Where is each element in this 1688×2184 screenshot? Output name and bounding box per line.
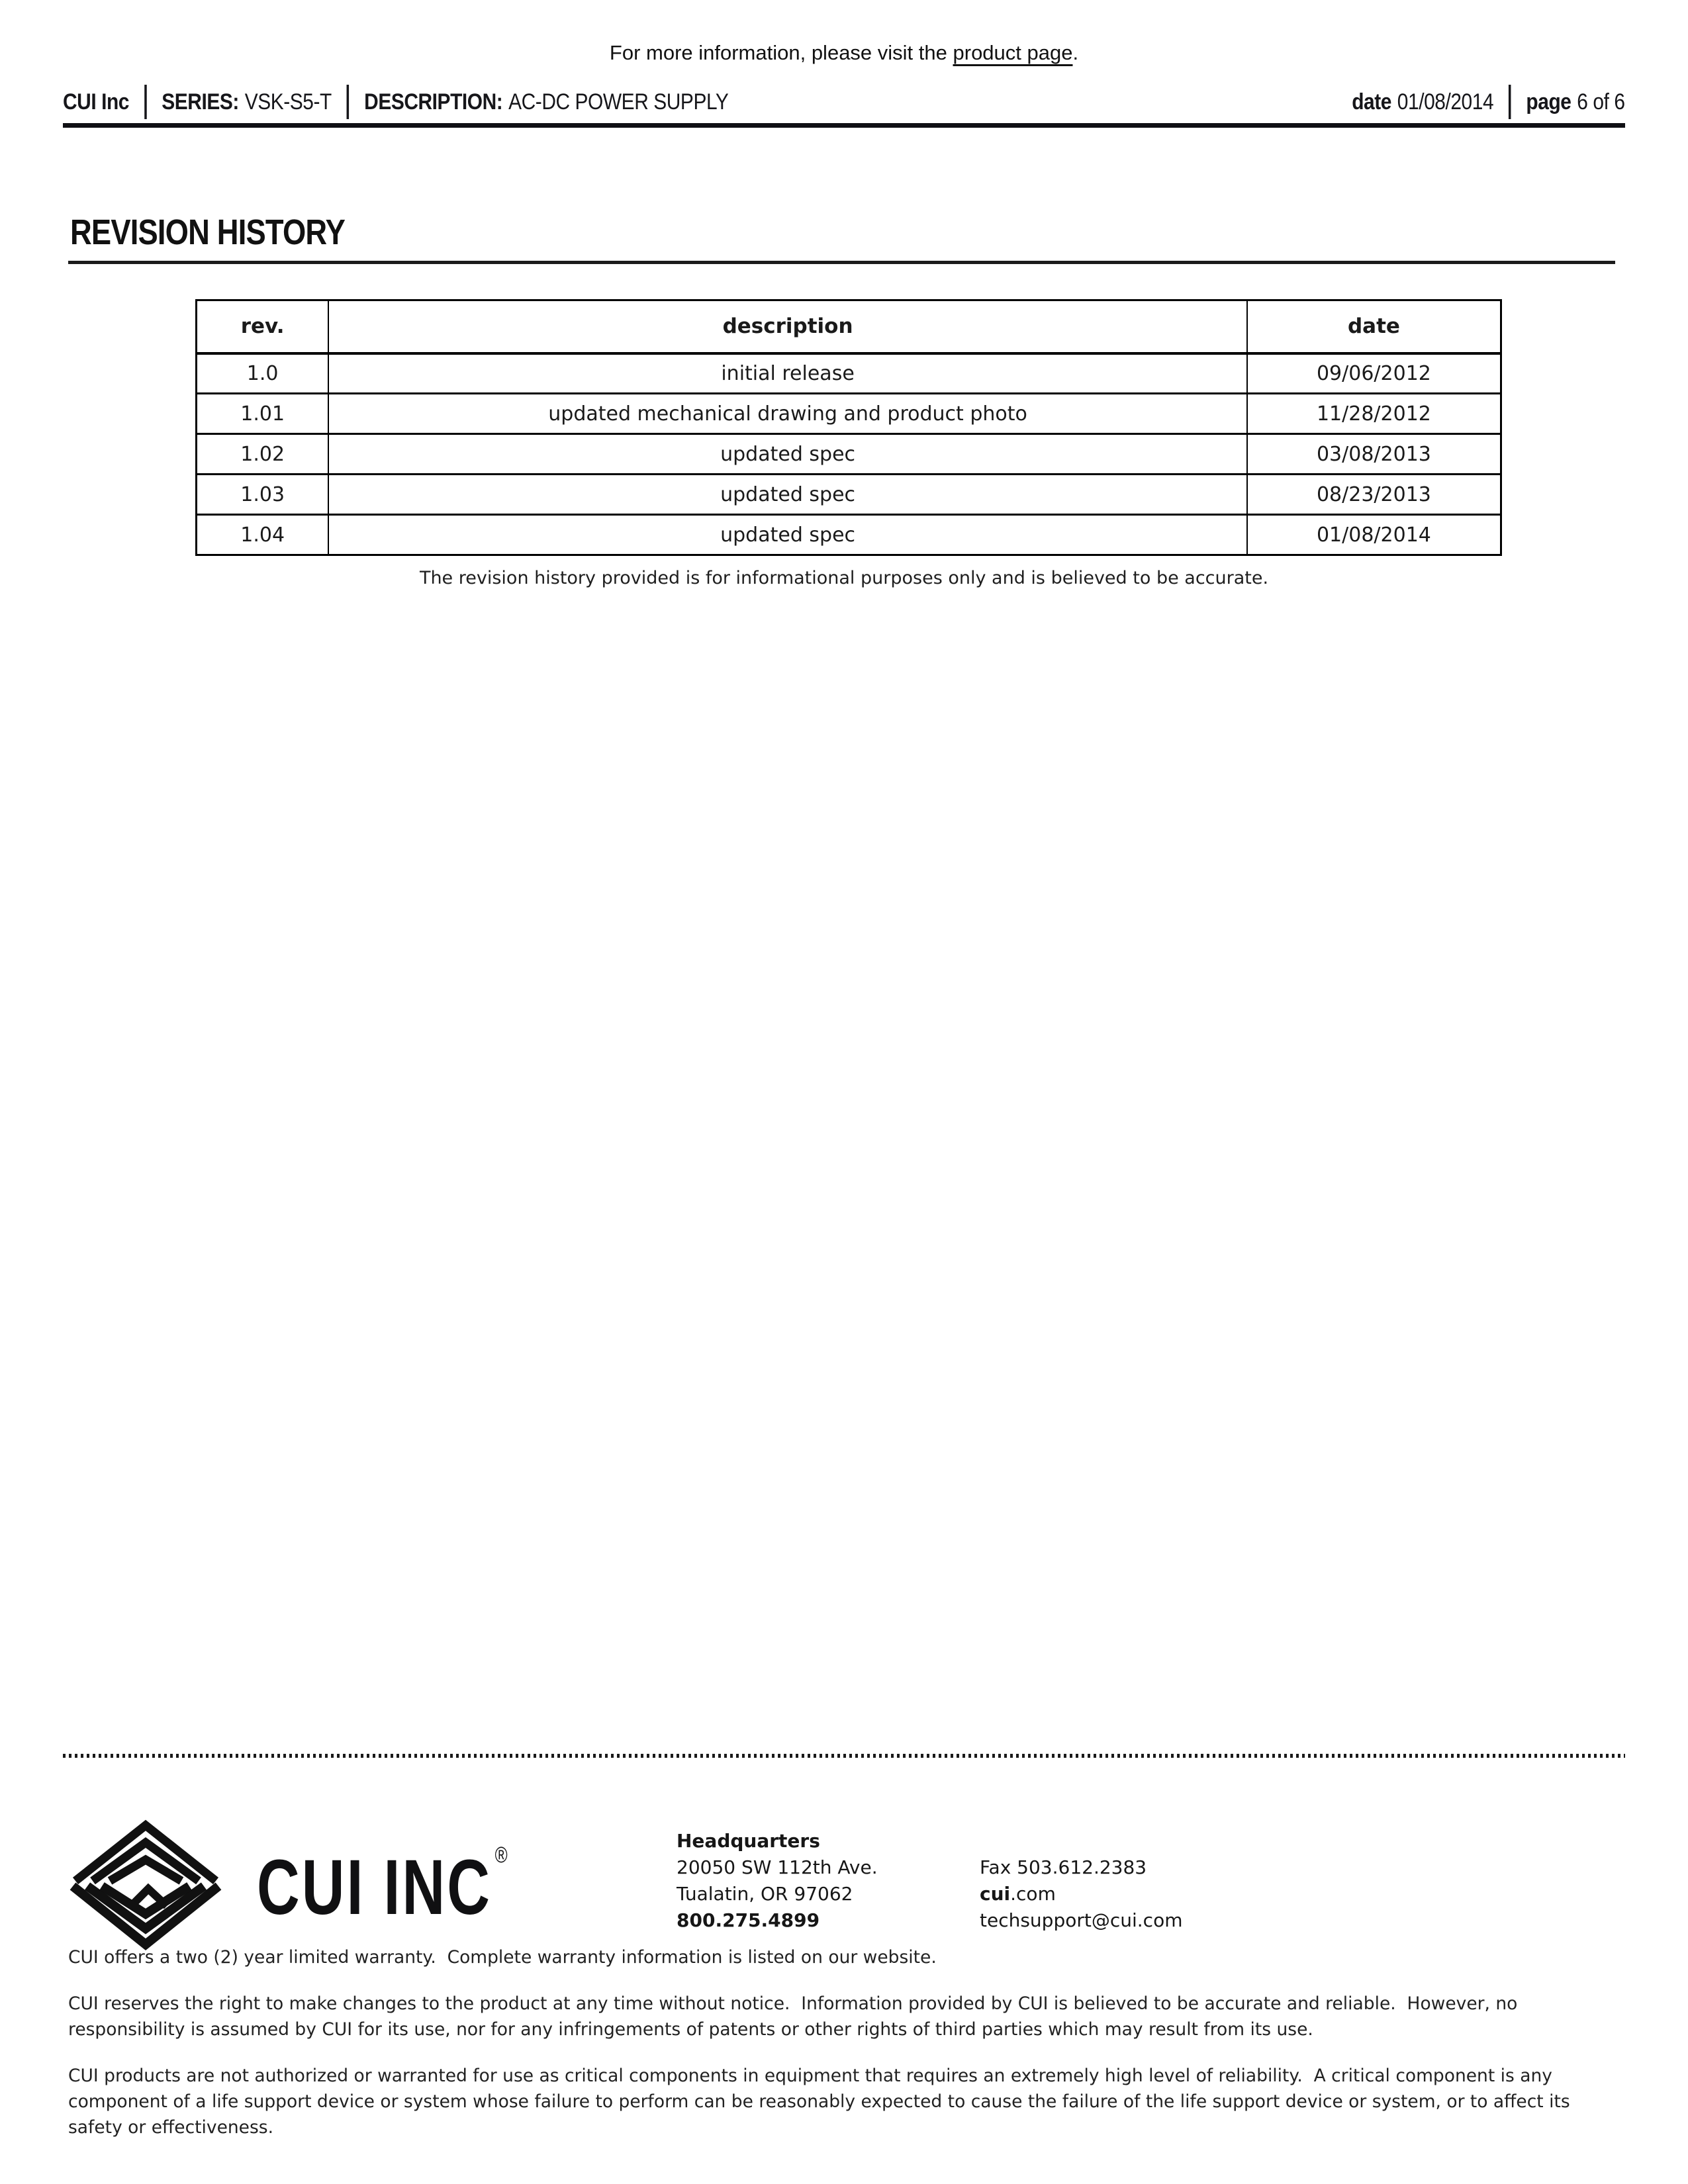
support-email: techsupport@cui.com xyxy=(980,1909,1183,1931)
table-row xyxy=(197,434,1501,475)
header-divider xyxy=(1509,85,1511,119)
top-note-period: . xyxy=(1072,41,1079,64)
product-page-link[interactable]: product page xyxy=(953,41,1073,64)
cell-date: 03/08/2013 xyxy=(1247,434,1501,475)
cell-rev: 1.01 xyxy=(197,394,329,434)
cell-description: initial release xyxy=(328,353,1247,394)
legal-block xyxy=(68,1944,1625,2161)
title-rule xyxy=(68,261,1615,264)
cell-rev: 1.04 xyxy=(197,515,329,555)
cell-description: updated spec xyxy=(328,434,1247,475)
description-label: DESCRIPTION: xyxy=(364,89,503,114)
cell-description: updated mechanical drawing and product photo xyxy=(328,394,1247,434)
fax-number: Fax 503.612.2383 xyxy=(980,1856,1147,1878)
date-label: date xyxy=(1352,89,1392,114)
cell-date: 01/08/2014 xyxy=(1247,515,1501,555)
hq-phone: 800.275.4899 xyxy=(677,1909,820,1931)
revision-table xyxy=(195,299,1502,556)
cell-rev: 1.02 xyxy=(197,434,329,475)
company-name: CUI Inc xyxy=(63,89,129,114)
table-row xyxy=(197,515,1501,555)
hq-address-line1: 20050 SW 112th Ave. xyxy=(677,1856,878,1878)
series-label: SERIES: xyxy=(162,89,239,114)
website-rest: .com xyxy=(1010,1883,1056,1905)
website-bold: cui xyxy=(980,1883,1011,1905)
website xyxy=(980,1881,1182,1907)
cell-date: 11/28/2012 xyxy=(1247,394,1501,434)
registered-trademark-icon: ® xyxy=(494,1843,508,1868)
doc-header-right xyxy=(1352,85,1625,119)
cell-rev: 1.03 xyxy=(197,475,329,515)
header-divider xyxy=(144,85,147,119)
description-value: AC-DC POWER SUPPLY xyxy=(508,89,729,114)
cell-date: 08/23/2013 xyxy=(1247,475,1501,515)
doc-header xyxy=(63,83,1625,120)
legal-critical-use: CUI products are not authorized or warranted for use as critical components in equipment that requires an extremely high level of reliability. A critical component is any component of a life support device or system whose failure to perform can be reasonably expected to cause the failure of the life support device or system, or to affect its safety or effectiveness. xyxy=(68,2066,1576,2138)
legal-warranty: CUI offers a two (2) year limited warranty. Complete warranty information is listed on our website. xyxy=(68,1947,937,1968)
series-value: VSK-S5-T xyxy=(244,89,332,114)
contact-block xyxy=(980,1854,1182,1934)
hq-title: Headquarters xyxy=(677,1830,820,1852)
date-value: 01/08/2014 xyxy=(1397,89,1494,114)
col-header-rev: rev. xyxy=(197,300,329,353)
page-label: page xyxy=(1526,89,1571,114)
top-note-text: For more information, please visit the xyxy=(609,41,953,64)
logo-text: CUI INC xyxy=(257,1844,492,1931)
header-divider xyxy=(347,85,350,119)
table-header-row xyxy=(197,300,1501,353)
cui-logo-icon xyxy=(66,1817,225,1956)
cui-logo-wordmark xyxy=(257,1843,508,1931)
table-row xyxy=(197,475,1501,515)
table-row xyxy=(197,353,1501,394)
header-rule xyxy=(63,123,1625,128)
revision-table-wrap xyxy=(195,299,1502,556)
page-title: REVISION HISTORY xyxy=(70,212,346,252)
cell-date: 09/06/2012 xyxy=(1247,353,1501,394)
page-value: 6 of 6 xyxy=(1577,89,1625,114)
hq-address-line2: Tualatin, OR 97062 xyxy=(677,1883,853,1905)
revision-table-body xyxy=(197,353,1501,555)
top-note xyxy=(0,41,1688,65)
legal-disclaimer: CUI reserves the right to make changes to the product at any time without notice. Information provided by CUI is believed to be accurate and reliable. However, no responsibility is assumed by CUI for its use, nor for any infringements of patents or other rights of third parties which may result from its use. xyxy=(68,1993,1523,2040)
table-note: The revision history provided is for informational purposes only and is believed to be accurate. xyxy=(419,568,1269,588)
col-header-description: description xyxy=(328,300,1247,353)
headquarters-block xyxy=(677,1828,878,1934)
footer-dotted-rule xyxy=(63,1754,1625,1758)
cell-description: updated spec xyxy=(328,515,1247,555)
col-header-date: date xyxy=(1247,300,1501,353)
table-row xyxy=(197,394,1501,434)
doc-header-left xyxy=(63,85,728,119)
cell-description: updated spec xyxy=(328,475,1247,515)
cell-rev: 1.0 xyxy=(197,353,329,394)
